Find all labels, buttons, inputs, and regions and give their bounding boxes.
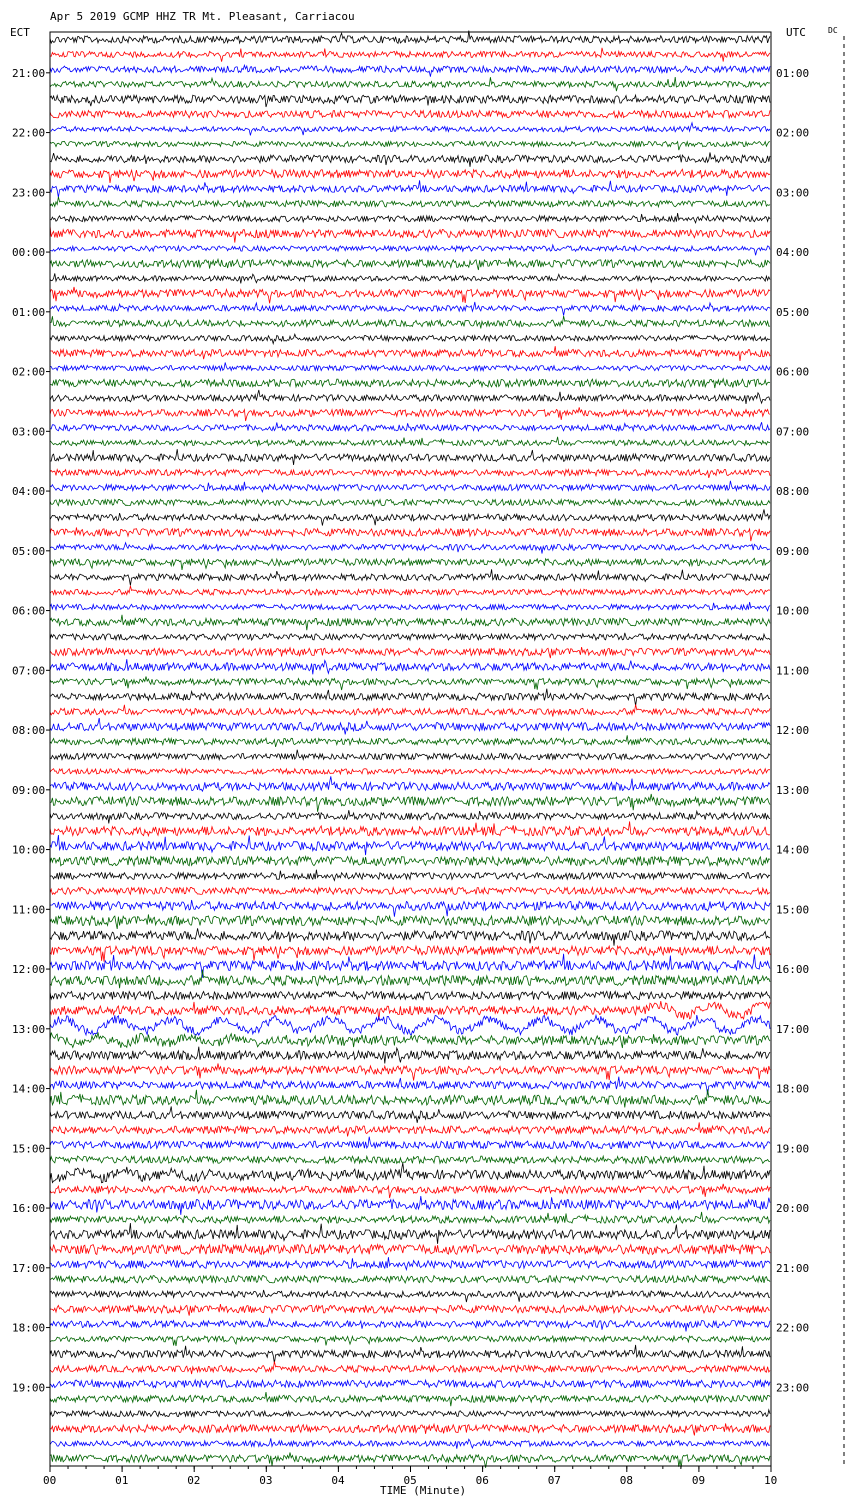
seismic-trace xyxy=(50,95,770,107)
seismic-trace xyxy=(50,1064,770,1081)
left-hour-label: 05:00 xyxy=(12,544,46,558)
seismic-trace xyxy=(50,991,770,999)
left-hour-label: 15:00 xyxy=(12,1142,46,1156)
seismic-trace xyxy=(50,1137,770,1149)
left-hour-label: 19:00 xyxy=(12,1381,46,1395)
seismic-trace xyxy=(50,689,770,706)
seismic-trace xyxy=(50,334,770,343)
seismic-trace xyxy=(50,77,770,91)
right-hour-label: 17:00 xyxy=(776,1022,810,1036)
seismic-trace xyxy=(50,735,770,747)
left-timezone-label: ECT xyxy=(10,26,30,39)
seismic-trace xyxy=(50,346,770,361)
right-hour-label: 02:00 xyxy=(776,126,810,140)
seismic-trace xyxy=(50,180,770,197)
right-hour-label: 05:00 xyxy=(776,305,810,319)
seismic-trace xyxy=(50,1319,770,1332)
chart-title: Apr 5 2019 GCMP HHZ TR Mt. Pleasant, Carriacou xyxy=(50,10,355,23)
seismic-trace xyxy=(50,659,770,674)
seismic-trace xyxy=(50,31,770,44)
seismic-trace xyxy=(50,169,770,183)
left-hour-label: 14:00 xyxy=(12,1082,46,1096)
seismic-trace xyxy=(50,946,770,962)
left-hour-label: 21:00 xyxy=(12,66,46,80)
seismic-trace xyxy=(50,769,770,775)
seismic-trace xyxy=(50,316,770,329)
x-tick-label: 10 xyxy=(764,1474,778,1487)
seismic-trace xyxy=(50,1304,770,1316)
left-hour-label: 11:00 xyxy=(12,903,46,917)
x-tick-label: 08 xyxy=(619,1474,634,1487)
seismic-trace xyxy=(50,1438,770,1448)
seismic-trace xyxy=(50,1106,770,1122)
right-hour-label: 13:00 xyxy=(776,783,810,797)
seismic-trace xyxy=(50,213,770,223)
seismic-trace xyxy=(50,1362,770,1375)
dc-label: DC xyxy=(828,26,838,35)
right-hour-label: 01:00 xyxy=(776,66,810,80)
seismic-trace xyxy=(50,887,770,894)
right-hour-label: 12:00 xyxy=(776,724,810,738)
right-hour-label: 23:00 xyxy=(776,1381,810,1395)
seismic-trace xyxy=(50,1257,770,1269)
left-hour-label: 23:00 xyxy=(12,186,46,200)
seismic-trace xyxy=(50,1015,770,1035)
seismic-trace xyxy=(50,615,770,630)
right-hour-label: 22:00 xyxy=(776,1321,810,1335)
seismic-trace xyxy=(50,449,770,465)
seismic-trace xyxy=(50,287,770,303)
seismic-trace xyxy=(50,750,770,760)
seismic-trace xyxy=(50,1410,770,1417)
seismic-trace xyxy=(50,527,770,541)
left-hour-label: 06:00 xyxy=(12,604,46,618)
seismic-trace xyxy=(50,110,770,118)
seismic-trace xyxy=(50,141,770,150)
seismic-trace xyxy=(50,379,770,388)
seismic-trace xyxy=(50,718,770,734)
seismic-trace xyxy=(50,481,770,492)
right-hour-label: 04:00 xyxy=(776,246,810,260)
seismic-trace xyxy=(50,302,770,316)
seismic-trace xyxy=(50,633,770,640)
seismic-trace xyxy=(50,1163,770,1183)
seismic-trace xyxy=(50,602,770,611)
seismic-trace xyxy=(50,1423,770,1435)
right-hour-label: 20:00 xyxy=(776,1202,810,1216)
seismic-trace xyxy=(50,705,770,717)
left-hour-label: 12:00 xyxy=(12,963,46,977)
seismic-trace xyxy=(50,197,770,207)
left-hour-label: 08:00 xyxy=(12,724,46,738)
seismic-trace xyxy=(50,422,770,431)
seismic-trace xyxy=(50,928,770,945)
right-hour-label: 15:00 xyxy=(776,903,810,917)
seismic-trace xyxy=(50,900,770,917)
seismic-trace xyxy=(50,586,770,595)
right-hour-label: 06:00 xyxy=(776,365,810,379)
right-hour-label: 09:00 xyxy=(776,544,810,558)
seismic-trace xyxy=(50,835,770,855)
seismic-trace xyxy=(50,1001,770,1020)
left-hour-label: 17:00 xyxy=(12,1261,46,1275)
seismic-trace xyxy=(50,363,770,371)
seismic-trace xyxy=(50,810,770,823)
seismic-trace xyxy=(50,1290,770,1302)
seismic-trace xyxy=(50,65,770,77)
axes-group xyxy=(12,32,809,1487)
seismic-trace xyxy=(50,821,770,835)
left-hour-label: 00:00 xyxy=(12,246,46,260)
left-hour-label: 07:00 xyxy=(12,664,46,678)
x-tick-label: 06 xyxy=(475,1474,489,1487)
seismic-trace xyxy=(50,954,770,978)
right-hour-label: 10:00 xyxy=(776,604,810,618)
seismic-trace xyxy=(50,1032,770,1048)
seismic-trace xyxy=(50,970,770,989)
left-hour-label: 10:00 xyxy=(12,843,46,857)
x-axis-label: TIME (Minute) xyxy=(380,1484,467,1497)
seismic-trace xyxy=(50,470,770,478)
seismic-trace xyxy=(50,647,770,658)
seismic-trace xyxy=(50,1276,770,1283)
seismic-trace xyxy=(50,273,770,283)
seismic-trace xyxy=(50,543,770,554)
seismic-trace xyxy=(50,558,770,570)
seismic-trace xyxy=(50,1336,770,1346)
right-hour-label: 07:00 xyxy=(776,425,810,439)
left-hour-label: 13:00 xyxy=(12,1022,46,1036)
left-hour-label: 09:00 xyxy=(12,783,46,797)
right-hour-label: 08:00 xyxy=(776,485,810,499)
x-tick-label: 03 xyxy=(259,1474,273,1487)
trace-group xyxy=(50,31,770,1468)
seismic-trace xyxy=(50,677,770,691)
seismic-trace xyxy=(50,776,770,791)
x-tick-label: 05 xyxy=(403,1474,417,1487)
seismic-trace xyxy=(50,499,770,505)
seismic-trace xyxy=(50,569,770,585)
x-tick-label: 02 xyxy=(187,1474,201,1487)
x-tick-label: 04 xyxy=(331,1474,345,1487)
seismic-trace xyxy=(50,1047,770,1064)
left-hour-label: 16:00 xyxy=(12,1202,46,1216)
right-hour-label: 19:00 xyxy=(776,1142,810,1156)
seismic-trace xyxy=(50,123,770,136)
left-hour-label: 22:00 xyxy=(12,126,46,140)
right-hour-label: 03:00 xyxy=(776,186,810,200)
x-tick-label: 07 xyxy=(547,1474,561,1487)
seismic-trace xyxy=(50,245,770,255)
seismic-trace xyxy=(50,1380,770,1388)
seismic-trace xyxy=(50,1077,770,1095)
seismic-trace xyxy=(50,794,770,812)
seismic-trace xyxy=(50,1392,770,1406)
seismic-trace xyxy=(50,258,770,270)
left-hour-label: 02:00 xyxy=(12,365,46,379)
seismic-trace xyxy=(50,1184,770,1198)
seismic-trace xyxy=(50,1089,770,1107)
right-hour-label: 21:00 xyxy=(776,1261,810,1275)
left-hour-label: 04:00 xyxy=(12,485,46,499)
seismic-trace xyxy=(50,1345,770,1363)
seismic-trace xyxy=(50,1196,770,1215)
x-tick-label: 00 xyxy=(43,1474,57,1487)
left-hour-label: 18:00 xyxy=(12,1321,46,1335)
seismic-trace xyxy=(50,856,770,865)
right-hour-label: 14:00 xyxy=(776,843,810,857)
x-tick-label: 01 xyxy=(115,1474,129,1487)
right-hour-label: 16:00 xyxy=(776,963,810,977)
seismic-trace xyxy=(50,509,770,525)
seismic-trace xyxy=(50,1122,770,1136)
seismic-trace xyxy=(50,1223,770,1244)
right-timezone-label: UTC xyxy=(786,26,806,39)
right-hour-label: 18:00 xyxy=(776,1082,810,1096)
left-hour-label: 01:00 xyxy=(12,305,46,319)
seismic-trace xyxy=(50,870,770,881)
x-tick-label: 09 xyxy=(691,1474,706,1487)
seismic-trace xyxy=(50,1212,770,1223)
seismic-trace xyxy=(50,1156,770,1163)
seismic-trace xyxy=(50,1244,770,1254)
seismic-trace xyxy=(50,437,770,446)
seismic-trace xyxy=(50,152,770,166)
seismic-trace xyxy=(50,407,770,421)
seismic-trace xyxy=(50,226,770,243)
seismic-trace xyxy=(50,390,770,404)
seismic-trace xyxy=(50,914,770,929)
seismic-trace xyxy=(50,48,770,62)
right-hour-label: 11:00 xyxy=(776,664,810,678)
left-hour-label: 03:00 xyxy=(12,425,46,439)
